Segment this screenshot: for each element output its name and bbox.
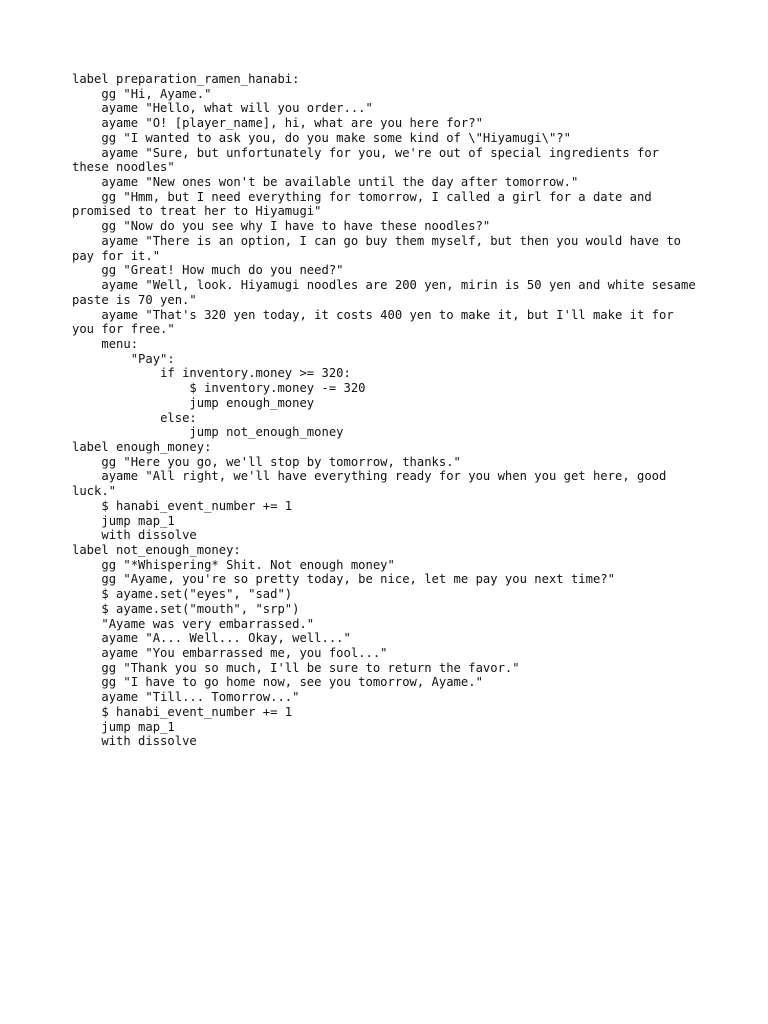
code-line: label preparation_ramen_hanabi: [72,72,300,86]
code-line: gg "Hmm, but I need everything for tomorrow, I called a girl for a date and promised to treat her to Hiyamugi" [72,189,660,219]
code-line: else: [72,410,197,425]
code-line: "Ayame was very embarrassed." [72,616,315,631]
code-line: gg "Hi, Ayame." [72,86,212,101]
code-line: ayame "O! [player_name], hi, what are you here for?" [72,116,483,131]
code-line: $ ayame.set("mouth", "srp") [72,601,300,616]
code-line: $ ayame.set("eyes", "sad") [72,587,293,602]
code-line: ayame "New ones won't be available until the day after tomorrow." [72,175,579,190]
code-line: ayame "That's 320 yen today, it costs 400 yen to make it, but I'll make it for you for free." [72,307,682,337]
code-line: gg "Thank you so much, I'll be sure to return the favor." [72,660,520,675]
code-line: menu: [72,336,139,351]
script-code-block [72,72,702,749]
code-line: gg "Great! How much do you need?" [72,263,344,278]
code-line: gg "Ayame, you're so pretty today, be nice, let me pay you next time?" [72,572,615,587]
code-line: jump map_1 [72,513,175,528]
code-line: "Pay": [72,351,175,366]
code-line: gg "I wanted to ask you, do you make some kind of \"Hiyamugi\"?" [72,130,571,145]
code-line: gg "Now do you see why I have to have these noodles?" [72,219,491,234]
code-line: gg "*Whispering* Shit. Not enough money" [72,557,395,572]
code-line: ayame "Hello, what will you order..." [72,101,373,116]
code-line: gg "I have to go home now, see you tomorrow, Ayame." [72,675,483,690]
code-line: ayame "Till... Tomorrow..." [72,690,300,705]
code-line: ayame "All right, we'll have everything ready for you when you get here, good luck." [72,469,674,499]
code-line: ayame "Well, look. Hiyamugi noodles are 200 yen, mirin is 50 yen and white sesame paste is 70 yen." [72,278,704,307]
code-line: with dissolve [72,734,197,749]
code-line: gg "Here you go, we'll stop by tomorrow, thanks." [72,454,461,469]
code-line: $ hanabi_event_number += 1 [72,704,293,719]
code-line: label not_enough_money: [72,543,241,557]
code-line: jump map_1 [72,719,175,734]
code-line: ayame "There is an option, I can go buy them myself, but then you would have to pay for it." [72,233,689,263]
code-line: jump enough_money [72,395,315,410]
code-line: ayame "Sure, but unfortunately for you, we're out of special ingredients for these noodles" [72,145,667,175]
code-line: jump not_enough_money [72,425,344,440]
code-line: $ inventory.money -= 320 [72,381,366,396]
code-line: ayame "A... Well... Okay, well..." [72,631,351,646]
code-line: $ hanabi_event_number += 1 [72,498,293,513]
code-line: label enough_money: [72,439,212,454]
code-line: ayame "You embarrassed me, you fool..." [72,646,388,661]
code-line: if inventory.money >= 320: [72,366,351,381]
code-line: with dissolve [72,528,197,543]
